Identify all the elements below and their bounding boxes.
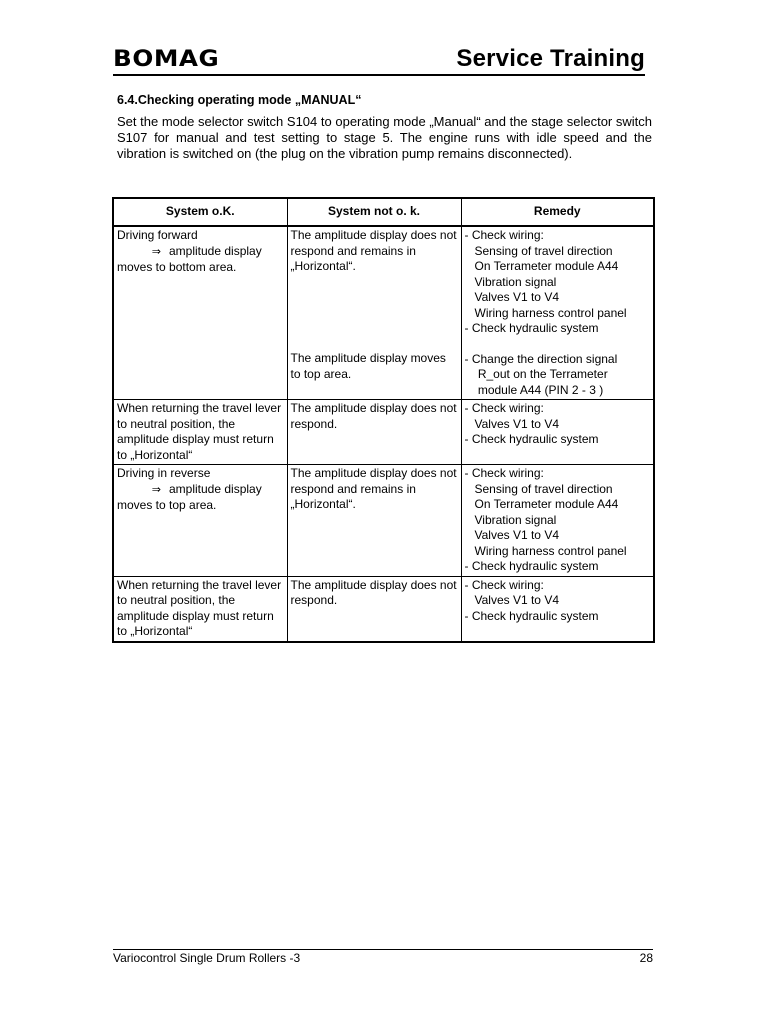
remedy-line: - Check wiring: bbox=[464, 401, 544, 415]
cell-system-not-ok: The amplitude display does not respond. bbox=[287, 400, 461, 465]
cell-system-ok bbox=[113, 465, 287, 577]
remedy-line: - Check wiring: bbox=[464, 466, 544, 480]
remedy-line: Vibration signal bbox=[464, 274, 557, 289]
arrow-right-icon: ⇒ bbox=[151, 483, 161, 496]
cell-system-ok: When returning the travel lever to neutral position, the amplitude display must return to „Horizontal“ bbox=[113, 576, 287, 642]
remedy-line: On Terrameter module A44 bbox=[464, 259, 619, 273]
arrow-right-icon: ⇒ bbox=[151, 245, 161, 258]
remedy-line: - Check hydraulic system bbox=[464, 608, 599, 623]
remedy-line: - Check wiring: bbox=[464, 577, 544, 592]
remedy-line: - Check hydraulic system bbox=[464, 559, 599, 573]
remedy-line: - Check hydraulic system bbox=[464, 321, 599, 335]
ok-text-line: moves to top area. bbox=[117, 498, 217, 512]
column-header-system-not-ok: System not o. k. bbox=[287, 198, 461, 226]
intro-paragraph: Set the mode selector switch S104 to operating mode „Manual“ and the stage selector switch S107 for manual and test setting to stage 5. The engine runs with idle speed and the vibration is switched on (the plug on the vibration pump remains disconnected). bbox=[117, 114, 652, 161]
remedy-line: On Terrameter module A44 bbox=[464, 497, 619, 511]
table-row bbox=[113, 226, 654, 400]
not-ok-text: The amplitude display moves to top area. bbox=[290, 351, 446, 381]
not-ok-text: The amplitude display does not respond and remains in „Horizontal“. bbox=[290, 228, 457, 273]
ok-text-line: Driving forward bbox=[117, 228, 198, 242]
cell-system-not-ok: The amplitude display does not respond. bbox=[287, 576, 461, 642]
footer-doc-title: Variocontrol Single Drum Rollers -3 bbox=[113, 951, 301, 965]
remedy-line: Valves V1 to V4 bbox=[464, 593, 559, 607]
table-row bbox=[113, 576, 654, 642]
remedy-line: Valves V1 to V4 bbox=[464, 290, 559, 304]
column-header-remedy: Remedy bbox=[461, 198, 654, 226]
ok-text-line bbox=[117, 482, 284, 499]
cell-system-ok: When returning the travel lever to neutral position, the amplitude display must return to „Horizontal“ bbox=[113, 400, 287, 465]
cell-remedy bbox=[461, 576, 654, 642]
table-header-row bbox=[113, 198, 654, 226]
cell-remedy bbox=[461, 465, 654, 577]
ok-text-line bbox=[117, 244, 284, 261]
remedy-line: Sensing of travel direction bbox=[464, 243, 613, 258]
remedy-line: Wiring harness control panel bbox=[464, 305, 627, 320]
column-header-system-ok: System o.K. bbox=[113, 198, 287, 226]
page-header bbox=[113, 40, 645, 76]
section-title: 6.4.Checking operating mode „MANUAL“ bbox=[117, 93, 362, 107]
ok-text-line: moves to bottom area. bbox=[117, 260, 237, 274]
remedy-line: - Check hydraulic system bbox=[464, 432, 599, 446]
cell-system-ok bbox=[113, 226, 287, 400]
ok-text: amplitude display bbox=[169, 243, 262, 258]
spacer bbox=[465, 337, 651, 352]
page-footer bbox=[113, 949, 653, 965]
remedy-line: - Change the direction signal bbox=[464, 351, 618, 366]
remedy-line: - Check wiring: bbox=[464, 228, 544, 242]
cell-remedy bbox=[461, 226, 654, 400]
ok-text-line: Driving in reverse bbox=[117, 466, 211, 480]
table-row bbox=[113, 400, 654, 465]
bomag-logo: BOMAG bbox=[113, 47, 220, 72]
cell-system-not-ok bbox=[287, 226, 461, 400]
cell-remedy bbox=[461, 400, 654, 465]
ok-text: amplitude display bbox=[169, 481, 262, 496]
cell-system-not-ok: The amplitude display does not respond and remains in „Horizontal“. bbox=[287, 465, 461, 577]
remedy-line: R_out on the Terrameter bbox=[464, 367, 608, 381]
remedy-line: module A44 (PIN 2 - 3 ) bbox=[464, 382, 604, 397]
header-title: Service Training bbox=[456, 45, 645, 72]
remedy-line: Sensing of travel direction bbox=[464, 481, 613, 496]
page-number: 28 bbox=[639, 951, 653, 965]
remedy-line: Valves V1 to V4 bbox=[464, 528, 559, 542]
remedy-line: Valves V1 to V4 bbox=[464, 416, 559, 431]
table-row bbox=[113, 465, 654, 577]
troubleshooting-table bbox=[112, 197, 655, 643]
remedy-line: Wiring harness control panel bbox=[464, 543, 627, 558]
remedy-line: Vibration signal bbox=[464, 512, 557, 527]
